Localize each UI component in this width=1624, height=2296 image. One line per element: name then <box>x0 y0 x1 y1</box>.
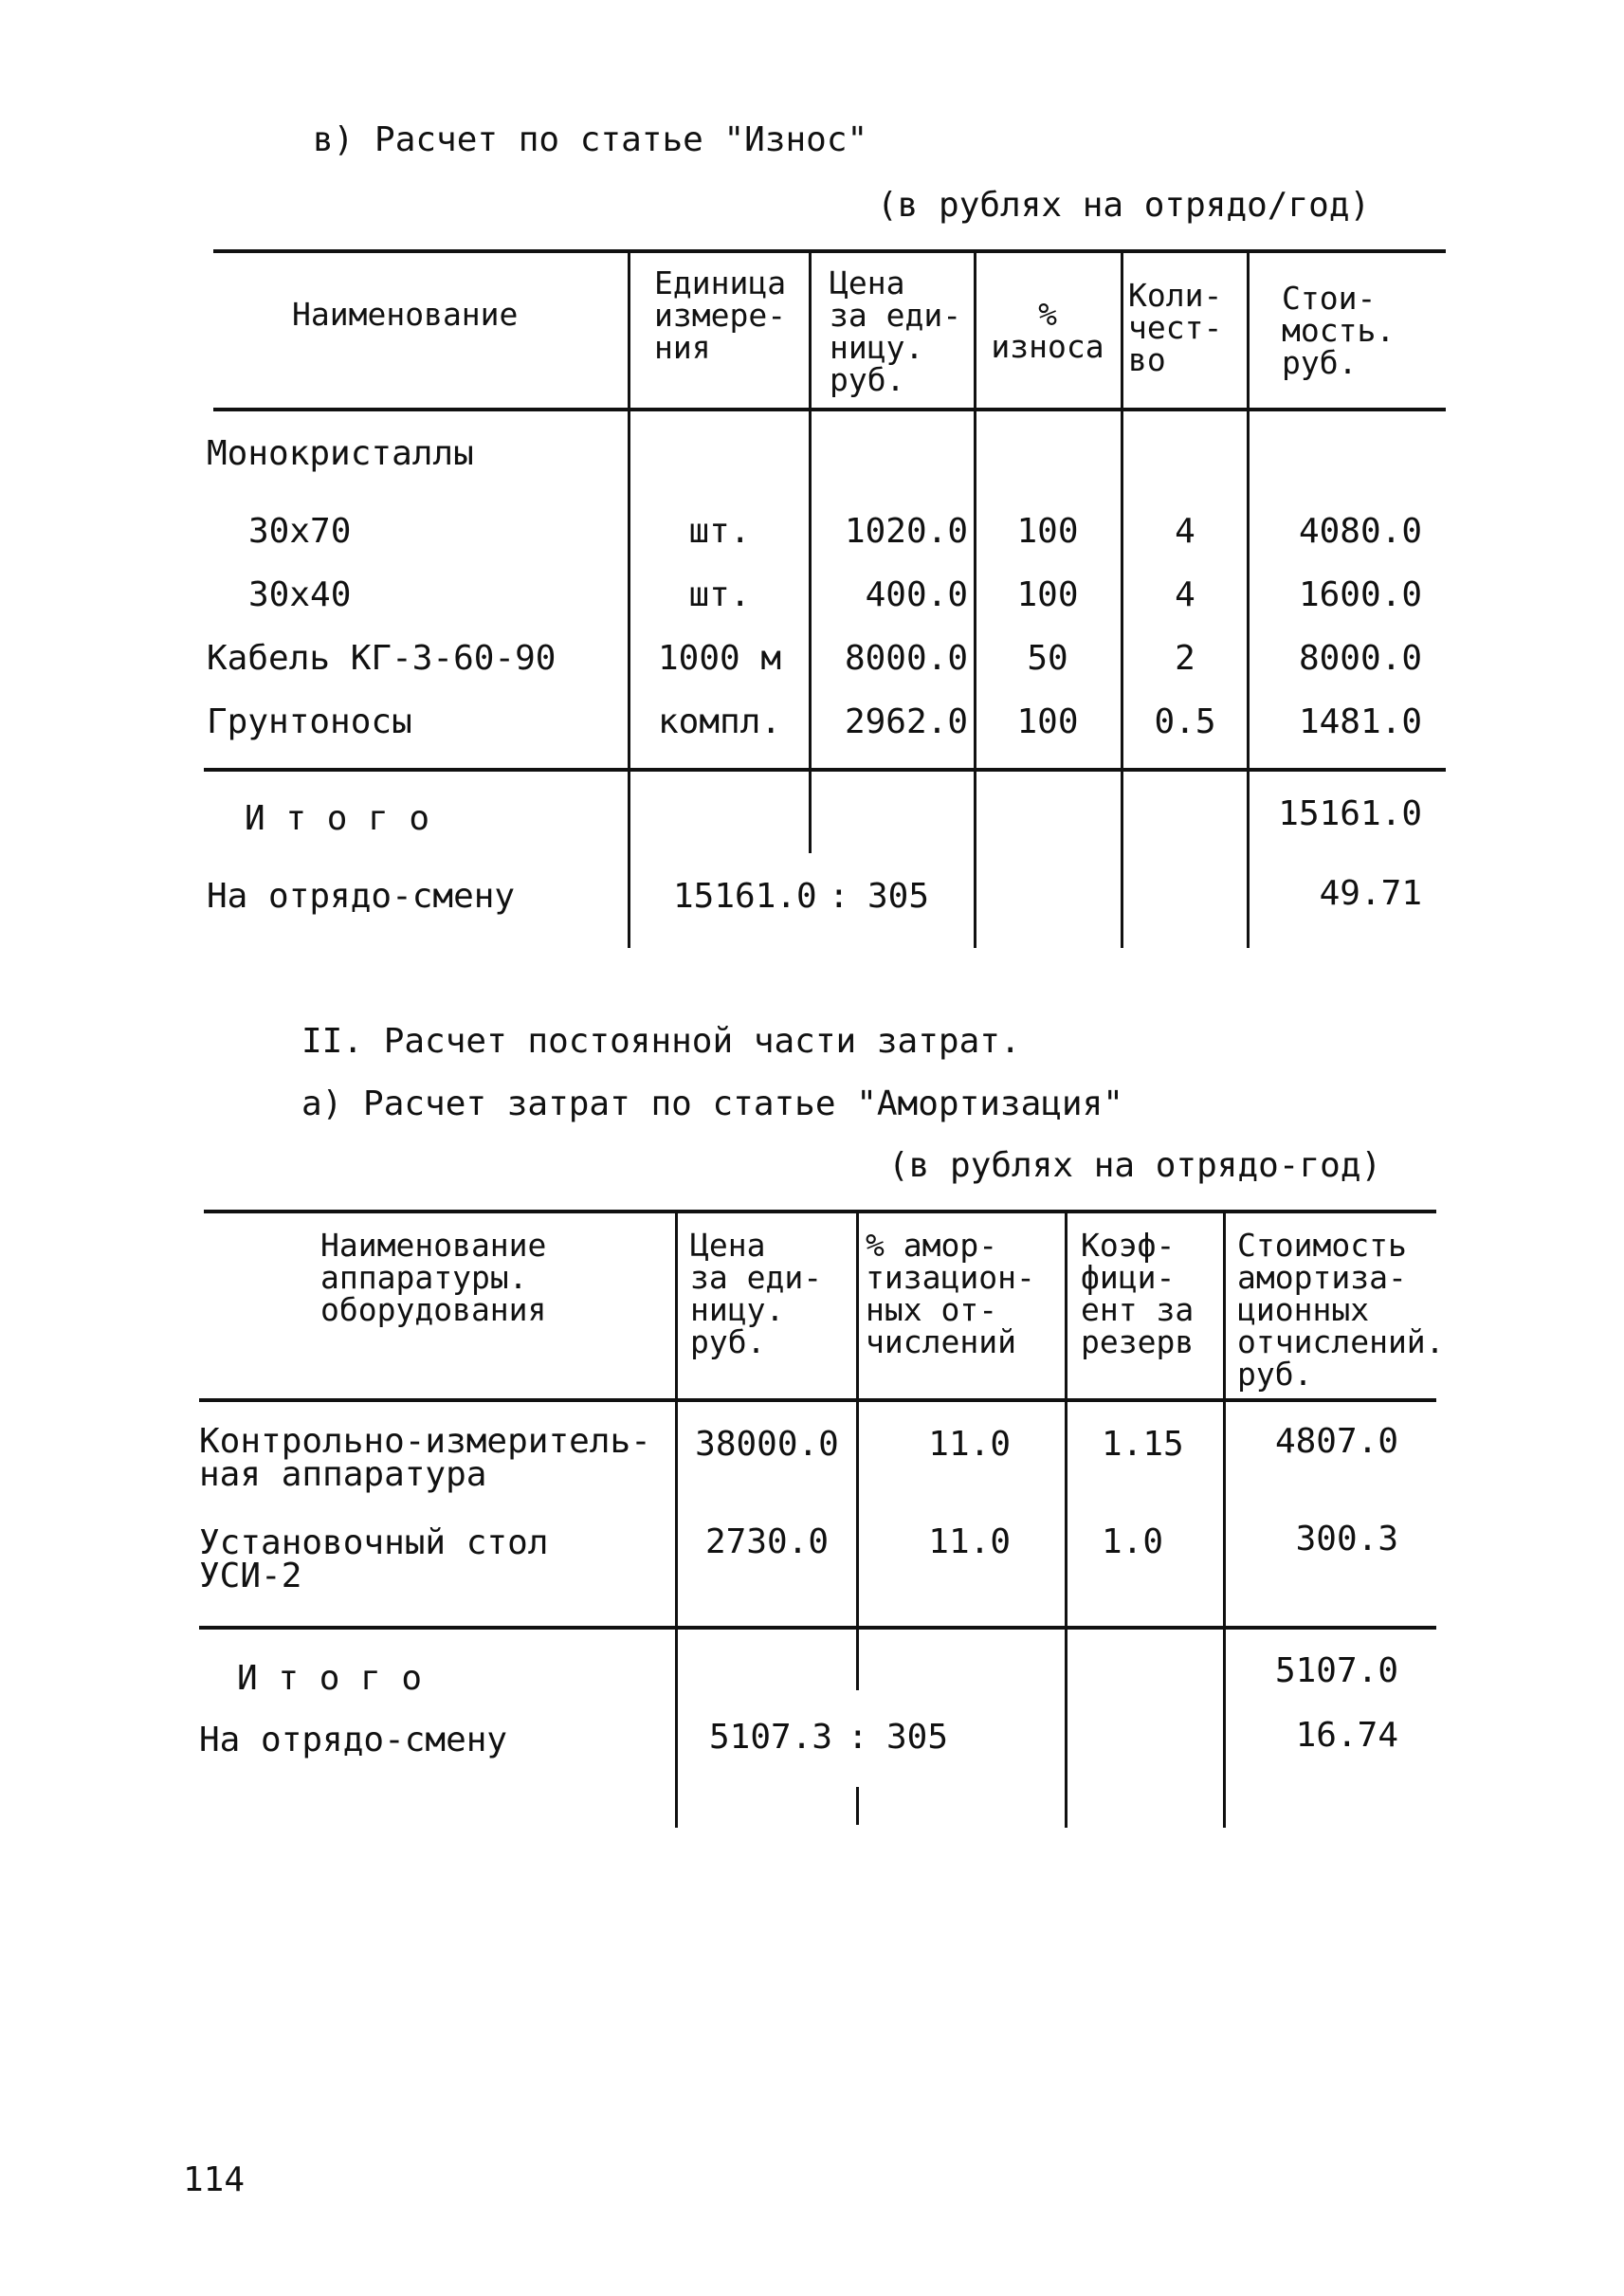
wear-total-label: И т о г о <box>245 799 430 838</box>
wear-per-shift-formula-right: 305 <box>867 877 930 916</box>
depr-header-price: Цена за еди- ницу. руб. <box>690 1227 823 1360</box>
depr-row-name-line1: Установочный стол <box>199 1523 549 1562</box>
wear-header-name: Наименование <box>292 296 519 333</box>
wear-table-totals-rule <box>204 768 1446 772</box>
constant-costs-heading: II. Расчет постоянной части затрат. <box>301 1022 1021 1061</box>
depr-table-totals-rule <box>199 1626 1436 1630</box>
depr-total-value: 5107.0 <box>1274 1651 1398 1690</box>
depr-per-shift-formula-right: 305 <box>886 1718 949 1757</box>
wear-group-label: Монокристаллы <box>207 434 474 473</box>
depr-row-name-line2: УСИ-2 <box>199 1557 302 1595</box>
wear-header-qty: Коли- чест- во <box>1128 277 1223 378</box>
depr-row-coef: 1.15 <box>1102 1425 1184 1464</box>
wear-header-cost: Стои- мость. руб. <box>1282 280 1396 381</box>
wear-per-shift-formula-left: 15161.0 <box>673 877 817 916</box>
wear-table-top-rule <box>213 249 1446 253</box>
wear-row-name: 30х70 <box>248 512 352 551</box>
depr-row-name-line1: Контрольно-измеритель- <box>199 1422 651 1461</box>
depr-table-top-rule <box>204 1210 1436 1213</box>
wear-col-divider-2 <box>809 251 812 853</box>
wear-row-cost: 4080.0 <box>1298 512 1422 551</box>
depr-col-divider-3 <box>1065 1212 1067 1828</box>
depr-row-coef: 1.0 <box>1102 1522 1164 1561</box>
depr-header-coef: Коэф- фици- ент за резерв <box>1081 1227 1195 1360</box>
depreciation-section-heading: а) Расчет затрат по статье "Амортизация" <box>301 1084 1123 1123</box>
depr-row-price: 2730.0 <box>704 1522 830 1561</box>
wear-row-wear-pct: 100 <box>1016 512 1079 551</box>
depr-col-divider-2b <box>856 1787 859 1825</box>
wear-row-price: 8000.0 <box>844 639 968 678</box>
wear-row-cost: 1481.0 <box>1298 702 1422 741</box>
wear-header-wear-pct: % износа <box>991 296 1104 365</box>
wear-row-qty: 4 <box>1175 512 1195 551</box>
wear-row-price: 2962.0 <box>844 702 968 741</box>
wear-row-name: Грунтоносы <box>207 702 412 741</box>
wear-total-value: 15161.0 <box>1278 794 1422 833</box>
depr-per-shift-value: 16.74 <box>1295 1716 1398 1755</box>
wear-row-wear-pct: 100 <box>1016 575 1079 614</box>
wear-row-unit: шт. <box>688 512 751 551</box>
wear-per-shift-formula-sep: : <box>829 877 849 916</box>
depr-header-rate: % амор- тизацион- ных от- числений <box>866 1227 1035 1360</box>
depr-per-shift-formula-sep: : <box>848 1718 868 1757</box>
wear-table-header-rule <box>213 408 1446 411</box>
wear-row-qty: 2 <box>1175 639 1195 678</box>
depr-per-shift-label: На отрядо-смену <box>199 1721 508 1759</box>
depr-row-name-line2: ная аппаратура <box>199 1455 487 1494</box>
wear-row-qty: 4 <box>1175 575 1195 614</box>
wear-row-wear-pct: 50 <box>1027 639 1068 678</box>
depr-row-cost: 300.3 <box>1295 1520 1398 1558</box>
depr-per-shift-formula-left: 5107.3 <box>709 1718 833 1757</box>
depr-row-rate: 11.0 <box>928 1425 1011 1464</box>
wear-section-heading: в) Расчет по статье "Износ" <box>313 120 868 159</box>
wear-row-unit: компл. <box>657 702 782 741</box>
wear-row-unit: 1000 м <box>657 639 782 678</box>
wear-units-note: (в рублях на отрядо/год) <box>877 186 1371 225</box>
depreciation-units-note: (в рублях на отрядо-год) <box>888 1146 1382 1185</box>
depr-header-name: Наименование аппаратуры. оборудования <box>320 1227 547 1328</box>
wear-row-name: Кабель КГ-3-60-90 <box>207 639 557 678</box>
wear-row-name: 30х40 <box>248 575 352 614</box>
depr-row-rate: 11.0 <box>928 1522 1011 1561</box>
wear-header-price: Цена за еди- ницу. руб. <box>830 264 962 398</box>
depr-header-cost: Стоимость амортиза- ционных отчислений. руб. <box>1237 1227 1445 1393</box>
page-number: 114 <box>183 2160 246 2199</box>
depr-total-label: И т о г о <box>237 1659 423 1698</box>
wear-row-price: 1020.0 <box>844 512 968 551</box>
wear-per-shift-value: 49.71 <box>1319 874 1422 913</box>
wear-row-cost: 8000.0 <box>1298 639 1422 678</box>
wear-row-cost: 1600.0 <box>1298 575 1422 614</box>
wear-row-qty: 0.5 <box>1154 702 1216 741</box>
depr-row-cost: 4807.0 <box>1274 1422 1398 1461</box>
depr-table-header-rule <box>199 1398 1436 1402</box>
wear-per-shift-label: На отрядо-смену <box>207 877 516 916</box>
depr-row-price: 38000.0 <box>695 1425 839 1464</box>
wear-row-wear-pct: 100 <box>1016 702 1079 741</box>
wear-row-price: 400.0 <box>865 575 968 614</box>
wear-row-unit: шт. <box>688 575 751 614</box>
depr-col-divider-1 <box>675 1212 678 1828</box>
wear-header-unit: Единица измере- ния <box>654 264 787 366</box>
